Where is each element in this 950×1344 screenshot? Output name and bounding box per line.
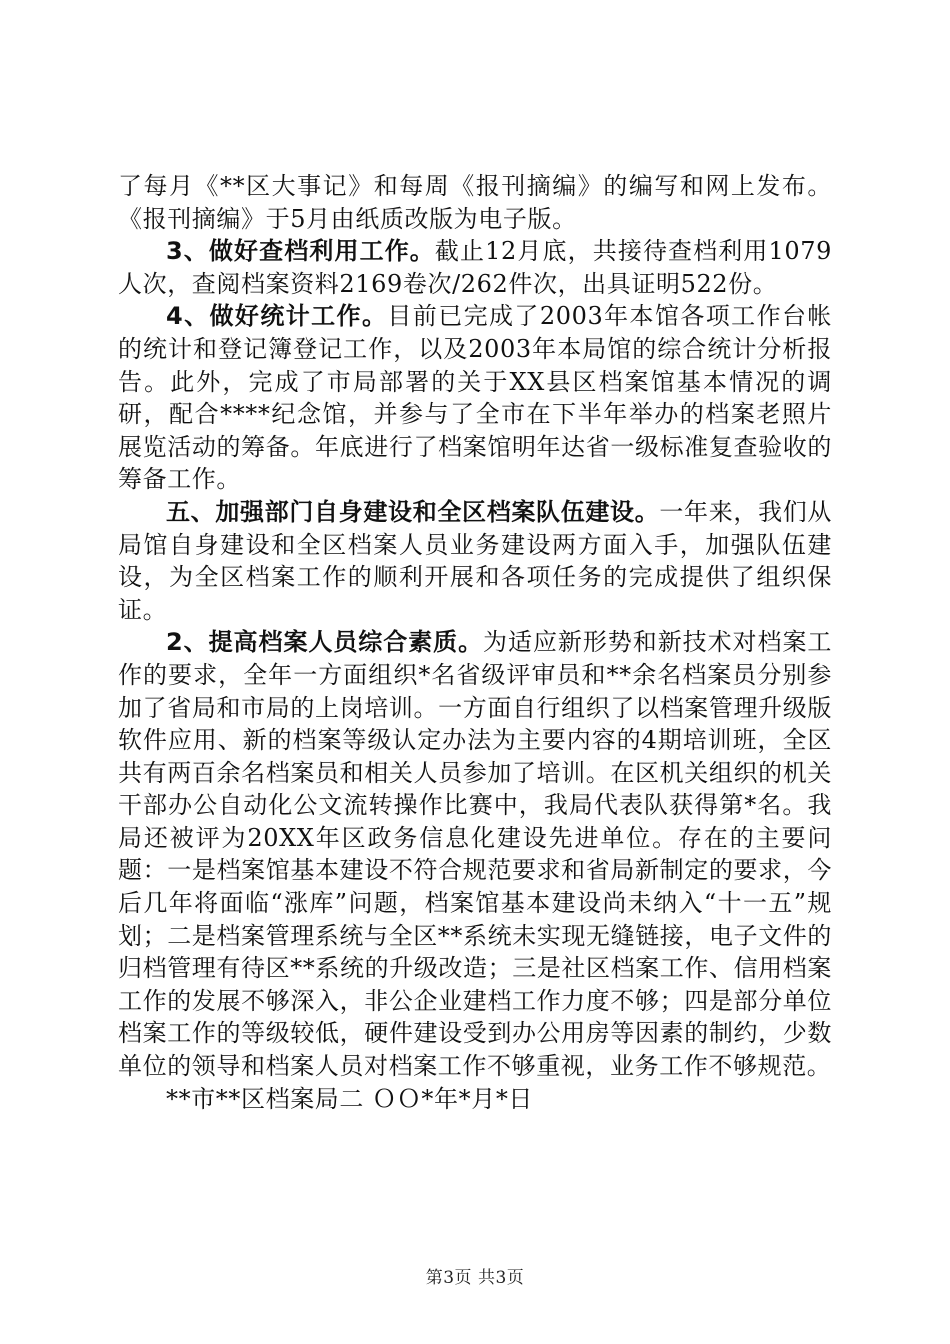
document-body — [118, 170, 832, 1115]
paragraph-heading: 3、做好查档利用工作。 — [166, 237, 435, 266]
signature-line: **市**区档案局二 ＯＯ*年*月*日 — [166, 1084, 534, 1113]
paragraph-text: 截止12月底，共接待查档利用1079人次，查阅档案资料2169卷次/262件次，出具证明522份。 — [118, 237, 832, 298]
paragraph-text: 一年来，我们从局馆自身建设和全区档案人员业务建设两方面入手，加强队伍建设，为全区档案工作的顺利开展和各项任务的完成提供了组织保证。 — [118, 497, 833, 624]
paragraph-text: 为适应新形势和新技术对档案工作的要求，全年一方面组织*名省级评审员和**余名档案员分别参加了省局和市局的上岗培训。一方面自行组织了以档案管理升级版软件应用、新的档案等级认定办法为主要内容的4期培训班，全区共有两百余名档案员和相关人员参加了培训。在区机关组织的机关干部办公自动化公文流转操作比赛中，我局代表队获得第*名。我局还被评为20XX年区政务信息化建设先进单位。存在的主要问题：一是档案馆基本建设不符合规范要求和省局新制定的要求，今后几年将面临“涨库”问题，档案馆基本建设尚未纳入“十一五”规划；二是档案管理系统与全区**系统未实现无缝链接，电子文件的归档管理有待区**系统的升级改造；三是社区档案工作、信用档案工作的发展不够深入，非公企业建档工作力度不够；四是部分单位档案工作的等级较低，硬件建设受到办公用房等因素的制约，少数单位的领导和档案人员对档案工作不够重视，业务工作不够规范。 — [118, 628, 832, 1081]
paragraph-heading: 五、加强部门自身建设和全区档案队伍建设。 — [166, 497, 660, 526]
page-footer: 第3页 共3页 — [425, 1268, 525, 1288]
paragraph-heading: 2、提高档案人员综合素质。 — [166, 628, 484, 657]
paragraph-staff-quality — [118, 626, 832, 1082]
paragraph-text: 了每月《**区大事记》和每周《报刊摘编》的编写和网上发布。《报刊摘编》于5月由纸质改版为电子版。 — [118, 172, 832, 233]
paragraph-statistics — [118, 300, 832, 496]
paragraph-text: 目前已完成了2003年本馆各项工作台帐的统计和登记簿登记工作，以及2003年本局馆的综合统计分析报告。此外，完成了市局部署的关于XX县区档案馆基本情况的调研，配合****纪念馆，并参与了全市在下半年举办的档案老照片展览活动的筹备。年底进行了档案馆明年达省一级标准复查验收的筹备工作。 — [118, 302, 832, 494]
paragraph-continuation — [118, 170, 832, 235]
paragraph-archive-use — [118, 235, 832, 300]
paragraph-heading: 4、做好统计工作。 — [166, 302, 388, 331]
paragraph-team-building — [118, 496, 832, 626]
